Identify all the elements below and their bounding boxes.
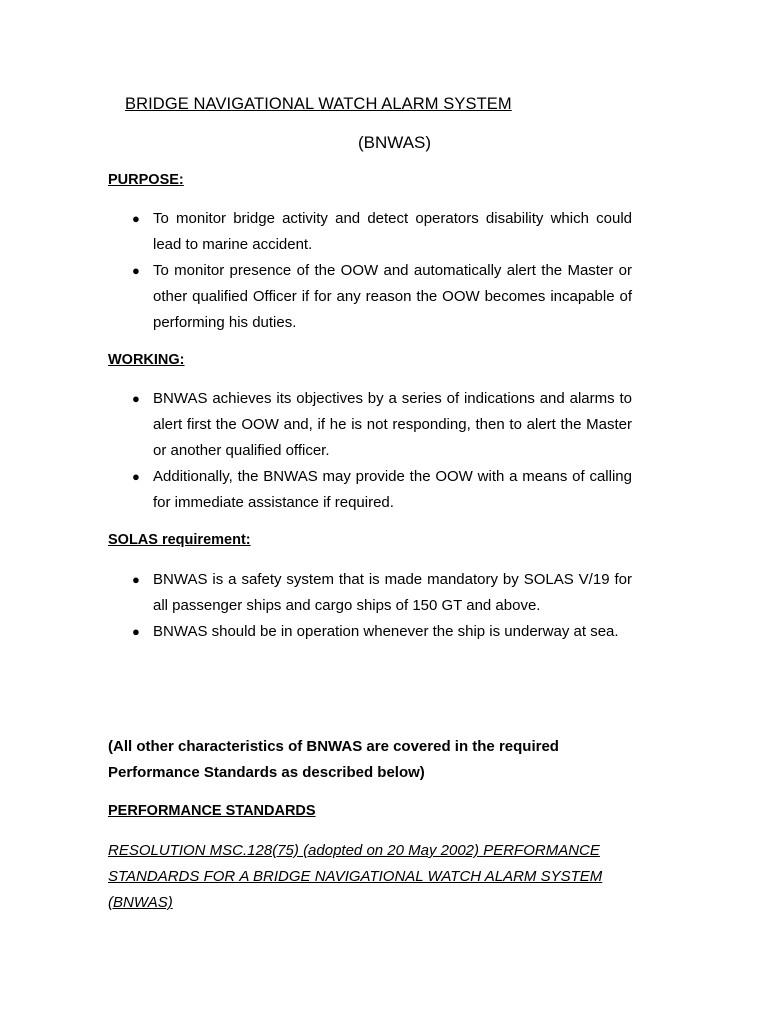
performance-standards-heading: PERFORMANCE STANDARDS: [108, 803, 316, 819]
list-item-text: BNWAS is a safety system that is made mandatory by SOLAS V/19 for all passenger ships and cargo ships of 150 GT and above.: [153, 571, 632, 614]
document-subtitle: (BNWAS): [358, 133, 432, 152]
bullet-icon: ●: [132, 469, 140, 484]
resolution-title-prefix: PERFORMANCE STANDARDS FOR: [108, 842, 600, 885]
list-item: [108, 258, 632, 336]
list-item: [108, 206, 632, 258]
bullet-icon: ●: [132, 624, 140, 639]
list-item-text: To monitor bridge activity and detect operators disability which could lead to marine accident.: [153, 210, 632, 253]
resolution-number: RESOLUTION MSC.128(75): [108, 842, 299, 859]
list-item-text: BNWAS achieves its objectives by a series of indications and alarms to alert first the OOW and, if he is not responding, then to alert the Master or another qualified officer.: [153, 390, 632, 459]
purpose-list: [108, 206, 632, 336]
list-item-text: To monitor presence of the OOW and automatically alert the Master or other qualified Officer if for any reason the OOW becomes incapable of performing his duties.: [153, 262, 632, 331]
bullet-icon: ●: [132, 211, 140, 226]
working-list: [108, 386, 632, 516]
solas-list: [108, 567, 632, 645]
list-item-text: BNWAS should be in operation whenever the ship is underway at sea.: [153, 623, 619, 640]
bullet-icon: ●: [132, 391, 140, 406]
list-item: [108, 464, 632, 516]
characteristics-note: (All other characteristics of BNWAS are covered in the required Performance Standards as described below): [108, 738, 559, 781]
bullet-icon: ●: [132, 572, 140, 587]
list-item: [108, 567, 632, 619]
list-item: [108, 619, 632, 645]
purpose-heading: PURPOSE:: [108, 172, 184, 188]
document-title: BRIDGE NAVIGATIONAL WATCH ALARM SYSTEM: [125, 95, 512, 113]
solas-heading: SOLAS requirement:: [108, 532, 251, 548]
resolution-reference: [108, 838, 608, 916]
bullet-icon: ●: [132, 263, 140, 278]
list-item-text: Additionally, the BNWAS may provide the OOW with a means of calling for immediate assistance if required.: [153, 468, 632, 511]
list-item: [108, 386, 632, 464]
resolution-title: A BRIDGE NAVIGATIONAL WATCH ALARM SYSTEM (BNWAS): [108, 868, 603, 911]
resolution-adoption-date: (adopted on 20 May 2002): [303, 842, 480, 859]
working-heading: WORKING:: [108, 352, 185, 368]
